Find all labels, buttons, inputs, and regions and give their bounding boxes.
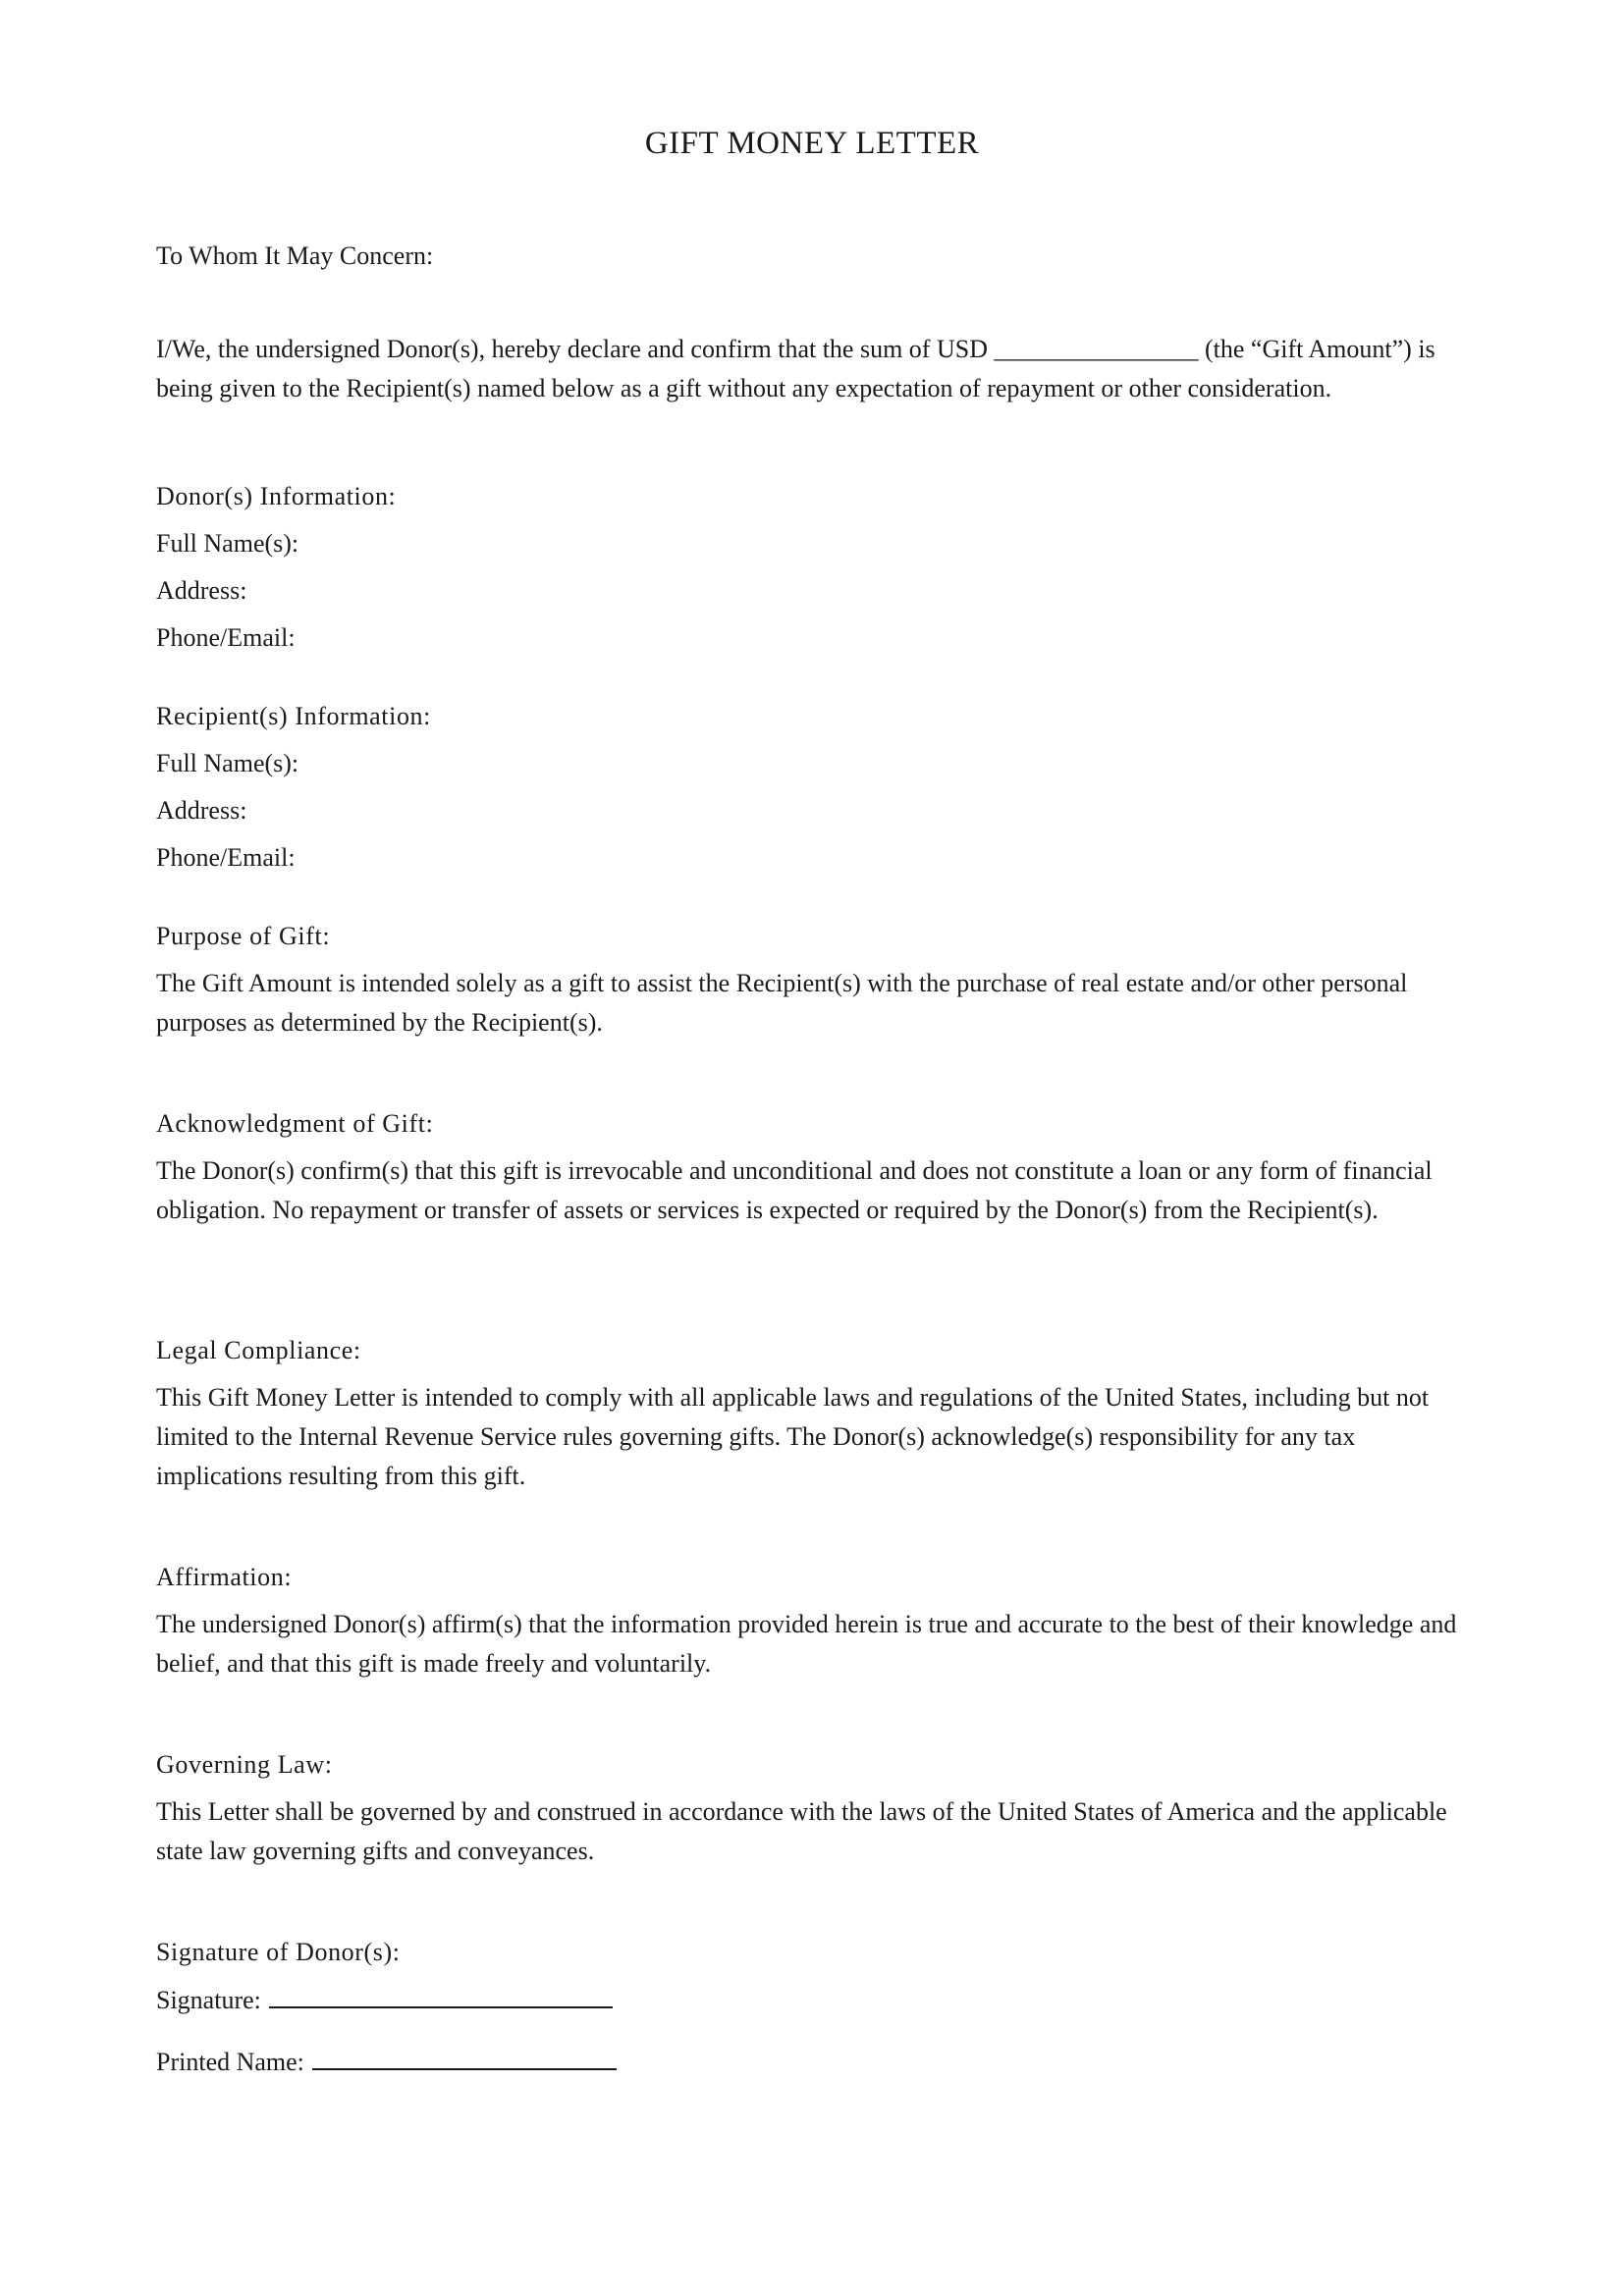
compliance-heading: Legal Compliance: xyxy=(156,1336,361,1364)
purpose-heading: Purpose of Gift: xyxy=(156,922,331,950)
recipient-address-label: Address: xyxy=(156,796,247,825)
signature-blank xyxy=(269,1980,613,2008)
printed-name-label: Printed Name: xyxy=(156,2048,304,2076)
governing-law-heading: Governing Law: xyxy=(156,1750,333,1779)
acknowledgment-body: The Donor(s) confirm(s) that this gift is irrevocable and unconditional and does not constitute a loan or any form of financial obligation. No repayment or transfer of assets or services is expected or required by the Donor(s) from the Recipient(s). xyxy=(156,1156,1433,1224)
affirmation-heading: Affirmation: xyxy=(156,1563,293,1591)
gift-amount-blank: ________________ xyxy=(994,335,1199,363)
recipient-info-heading: Recipient(s) Information: xyxy=(156,702,431,730)
governing-law-body: This Letter shall be governed by and construed in accordance with the laws of the United States of America and the applicable state law governing gifts and conveyances. xyxy=(156,1797,1447,1865)
compliance-body: This Gift Money Letter is intended to comply with all applicable laws and regulations of the United States, including but not limited to the Internal Revenue Service rules governing gifts. The Donor(s) acknowledge(s) responsibility for any tax implications resulting from this gift. xyxy=(156,1383,1430,1490)
recipient-contact-label: Phone/Email: xyxy=(156,843,296,872)
donor-address-label: Address: xyxy=(156,576,247,605)
intro-text-before-amount: I/We, the undersigned Donor(s), hereby declare and confirm that the sum of USD xyxy=(156,335,988,363)
salutation: To Whom It May Concern: xyxy=(156,241,434,270)
intro-paragraph xyxy=(156,330,1462,408)
donor-full-name-label: Full Name(s): xyxy=(156,529,299,558)
recipient-full-name-label: Full Name(s): xyxy=(156,749,299,777)
intro-text-after-amount: (the “Gift Amount”) is being given to the Recipient(s) named below as a gift without any expectation of repayment or other consideration. xyxy=(156,335,1435,402)
purpose-body: The Gift Amount is intended solely as a gift to assist the Recipient(s) with the purchase of real estate and/or other personal purposes as determined by the Recipient(s). xyxy=(156,969,1408,1037)
document-title: GIFT MONEY LETTER xyxy=(644,126,980,161)
donor-info-heading: Donor(s) Information: xyxy=(156,482,397,510)
signature-heading: Signature of Donor(s): xyxy=(156,1938,401,1966)
affirmation-body: The undersigned Donor(s) affirm(s) that the information provided herein is true and accurate to the best of their knowledge and belief, and that this gift is made freely and voluntarily. xyxy=(156,1610,1457,1678)
signature-line xyxy=(156,1980,613,2020)
printed-name-blank xyxy=(312,2042,617,2070)
acknowledgment-heading: Acknowledgment of Gift: xyxy=(156,1109,434,1138)
printed-name-line xyxy=(156,2042,617,2082)
signature-label: Signature: xyxy=(156,1986,261,2014)
donor-contact-label: Phone/Email: xyxy=(156,623,296,652)
